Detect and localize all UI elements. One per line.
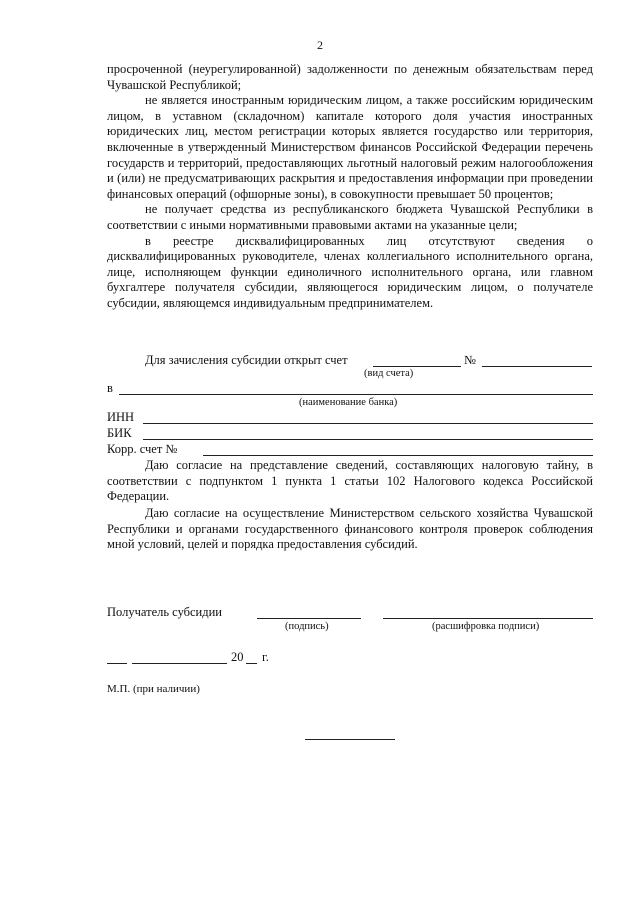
inn-line	[143, 423, 593, 424]
signature-row	[107, 605, 593, 621]
page-number: 2	[317, 38, 323, 52]
corr-account-row	[107, 442, 593, 458]
date-day-line	[107, 663, 127, 664]
signature-caption: (подпись)	[285, 621, 329, 632]
paragraph-3: не получает средства из республиканского бюджета Чувашской Республики в соответствии с иными нормативными правовыми актами на указанные цели;	[107, 202, 593, 232]
account-type-line	[373, 366, 461, 367]
signature-decoding-line	[383, 618, 593, 619]
paragraph-4: в реестре дисквалифицированных лиц отсутствуют сведения о дисквалифицированных руководителе, членах коллегиального исполнительного органа, лице, исполняющем функции единоличного исполнительного органа, или главном бухгалтере получателя субсидии, являющегося юридическим лицом, о получателе субсидии, являющемся индивидуальным предпринимателем.	[107, 233, 593, 310]
consent-inspection: Даю согласие на осуществление Министерством сельского хозяйства Чувашской Республики и органами государственного финансового контроля проверок соблюдения мной условий, целей и порядка предоставления субсидий.	[107, 506, 593, 552]
inn-label: ИНН	[107, 410, 135, 424]
document-body	[107, 62, 593, 312]
inn-row	[107, 410, 593, 426]
account-number-line	[482, 366, 592, 367]
date-year-prefix: 20	[231, 650, 244, 664]
bank-row	[107, 381, 593, 397]
bank-line	[119, 394, 593, 395]
bank-caption: (наименование банка)	[299, 397, 398, 408]
bik-line	[143, 439, 593, 440]
paragraph-2: не является иностранным юридическим лицом, а также российским юридическим лицом, в уставном (складочном) капитале которого доля участия иностранных юридических лиц, местом регистрации которых является государство или территория, включенные в утвержденный Министерством финансов Российской Федерации перечень государств и территорий, предоставляющих льготный налоговый режим налогообложения и (или) не предусматривающих раскрытия и предоставления информации при проведении финансовых операций (офшорные зоны), в совокупности превышает 50 процентов;	[107, 93, 593, 201]
paragraph-1: просроченной (неурегулированной) задолженности по денежным обязательствам перед Чувашской Республикой;	[107, 62, 593, 92]
bik-label: БИК	[107, 426, 132, 440]
corr-account-line	[203, 455, 593, 456]
date-suffix: г.	[262, 650, 269, 664]
account-number-sign: №	[464, 353, 476, 367]
decoding-caption: (расшифровка подписи)	[432, 621, 540, 632]
date-month-line	[132, 663, 227, 664]
bik-row	[107, 426, 593, 442]
closing-rule	[305, 739, 395, 740]
corr-account-label: Корр. счет №	[107, 442, 178, 456]
stamp-label: М.П. (при наличии)	[107, 683, 200, 695]
date-year-line	[246, 663, 257, 664]
signature-line	[257, 618, 361, 619]
recipient-label: Получатель субсидии	[107, 605, 222, 619]
account-row	[107, 353, 593, 369]
account-type-caption: (вид счета)	[364, 368, 414, 379]
bank-prefix: в	[107, 381, 113, 395]
consent-tax: Даю согласие на представление сведений, составляющих налоговую тайну, в соответствии с подпунктом 1 пункта 1 статьи 102 Налогового кодекса Российской Федерации.	[107, 458, 593, 504]
date-row	[107, 650, 593, 666]
account-label: Для зачисления субсидии открыт счет	[145, 353, 348, 367]
